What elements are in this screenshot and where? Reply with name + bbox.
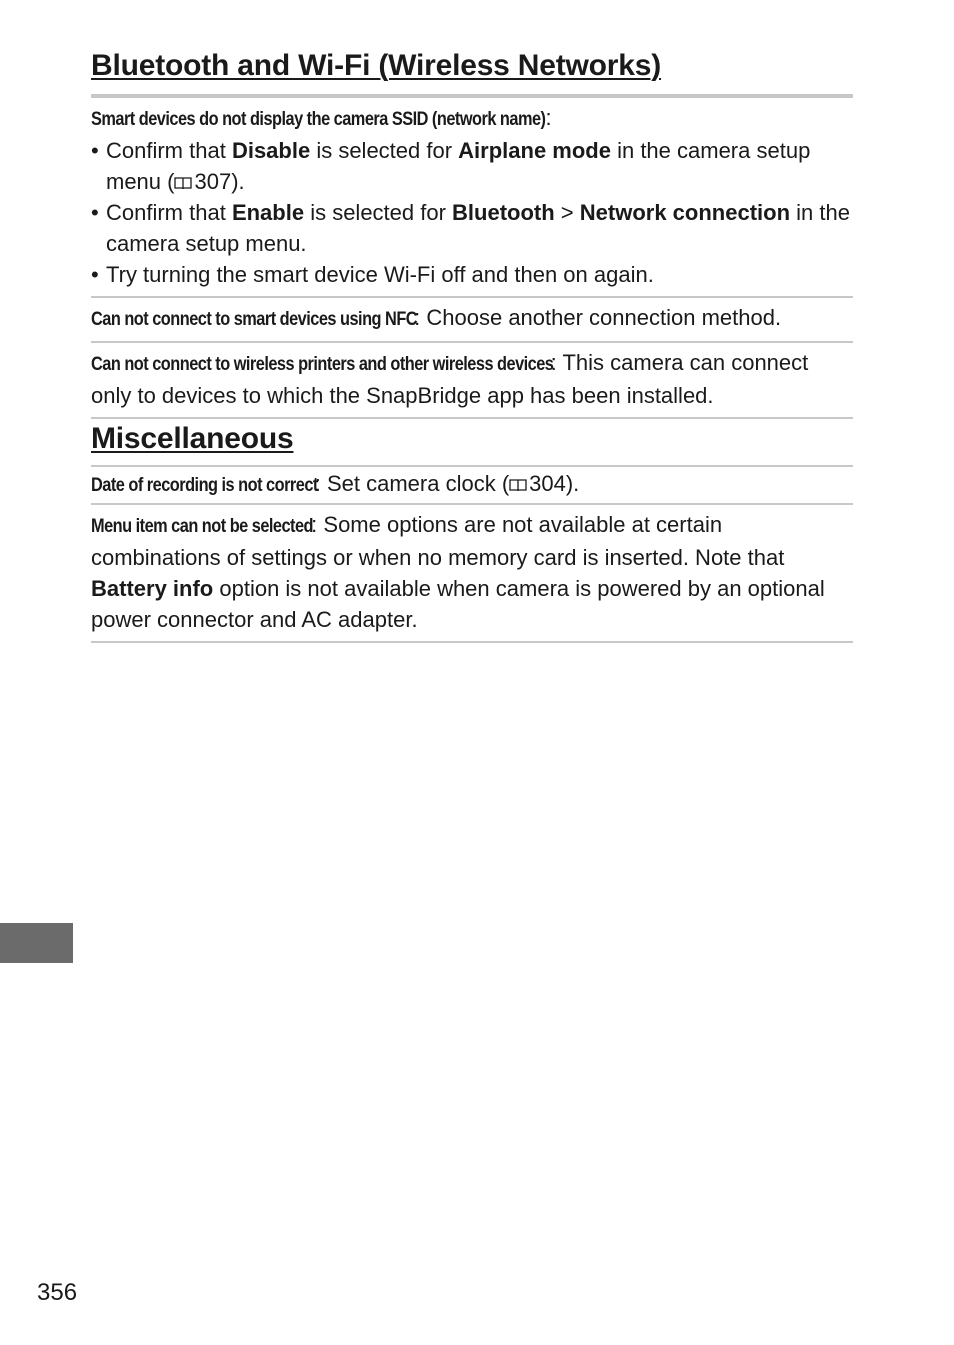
book-reference-icon [174, 176, 192, 190]
item-divider [91, 641, 853, 643]
book-reference-icon [509, 478, 527, 492]
troubleshoot-item-menu [91, 505, 853, 641]
issue-term: Date of recording is not correct [91, 475, 318, 496]
section-title-bluetooth-wifi: Bluetooth and Wi-Fi (Wireless Networks) [91, 49, 662, 82]
text: ). [231, 169, 245, 194]
menu-option-disable: Disable [231, 138, 311, 163]
text: is selected for [304, 200, 453, 225]
page-content [91, 46, 853, 643]
issue-term: Can not connect to smart devices using NFC [91, 309, 418, 330]
page-reference: 307 [194, 169, 232, 194]
troubleshoot-item-ssid [91, 98, 853, 296]
solution-list [91, 135, 853, 290]
issue-term: Can not connect to wireless printers and other wireless devices [91, 354, 554, 375]
text: in the camera setup menu. [106, 200, 850, 256]
troubleshoot-item-date [91, 467, 853, 503]
text: ). [565, 471, 580, 496]
menu-option-enable: Enable [231, 200, 305, 225]
list-item [91, 197, 853, 259]
list-item [91, 135, 853, 197]
text: option is not available when camera is powered by an optional power connector and AC adapter. [91, 576, 825, 632]
troubleshoot-item-printers [91, 343, 853, 417]
menu-item-airplane-mode: Airplane mode [458, 138, 611, 163]
issue-term: Smart devices do not display the camera SSID (network name) [91, 109, 546, 130]
page-reference: 304 [529, 471, 566, 496]
section-title-miscellaneous: Miscellaneous [91, 422, 294, 455]
text: is selected for [310, 138, 459, 163]
text: Confirm that [106, 138, 232, 163]
issue-solution: : This camera can connect only to devices to which the SnapBridge app has been installed. [91, 350, 809, 408]
menu-item-bluetooth: Bluetooth [452, 200, 555, 225]
issue-solution: : Choose another connection method. [414, 305, 782, 330]
issue-colon: : [545, 105, 552, 130]
issue-term: Menu item can not be selected [91, 516, 314, 537]
issue-solution: : Set camera clock ( [314, 471, 510, 496]
text: Confirm that [106, 200, 232, 225]
issue-solution: : Some options are not available at certain combinations of settings or when no memory card is inserted. Note that [91, 512, 785, 570]
page-number: 356 [37, 1279, 78, 1306]
text: > [554, 200, 580, 225]
troubleshoot-item-nfc [91, 298, 853, 341]
menu-item-battery-info: Battery info [91, 576, 214, 601]
text: in the camera setup menu ( [106, 138, 811, 194]
list-item: • Try turning the smart device Wi-Fi off and then on again. [91, 259, 853, 290]
chapter-tab [0, 923, 73, 963]
menu-item-network-connection: Network connection [579, 200, 791, 225]
